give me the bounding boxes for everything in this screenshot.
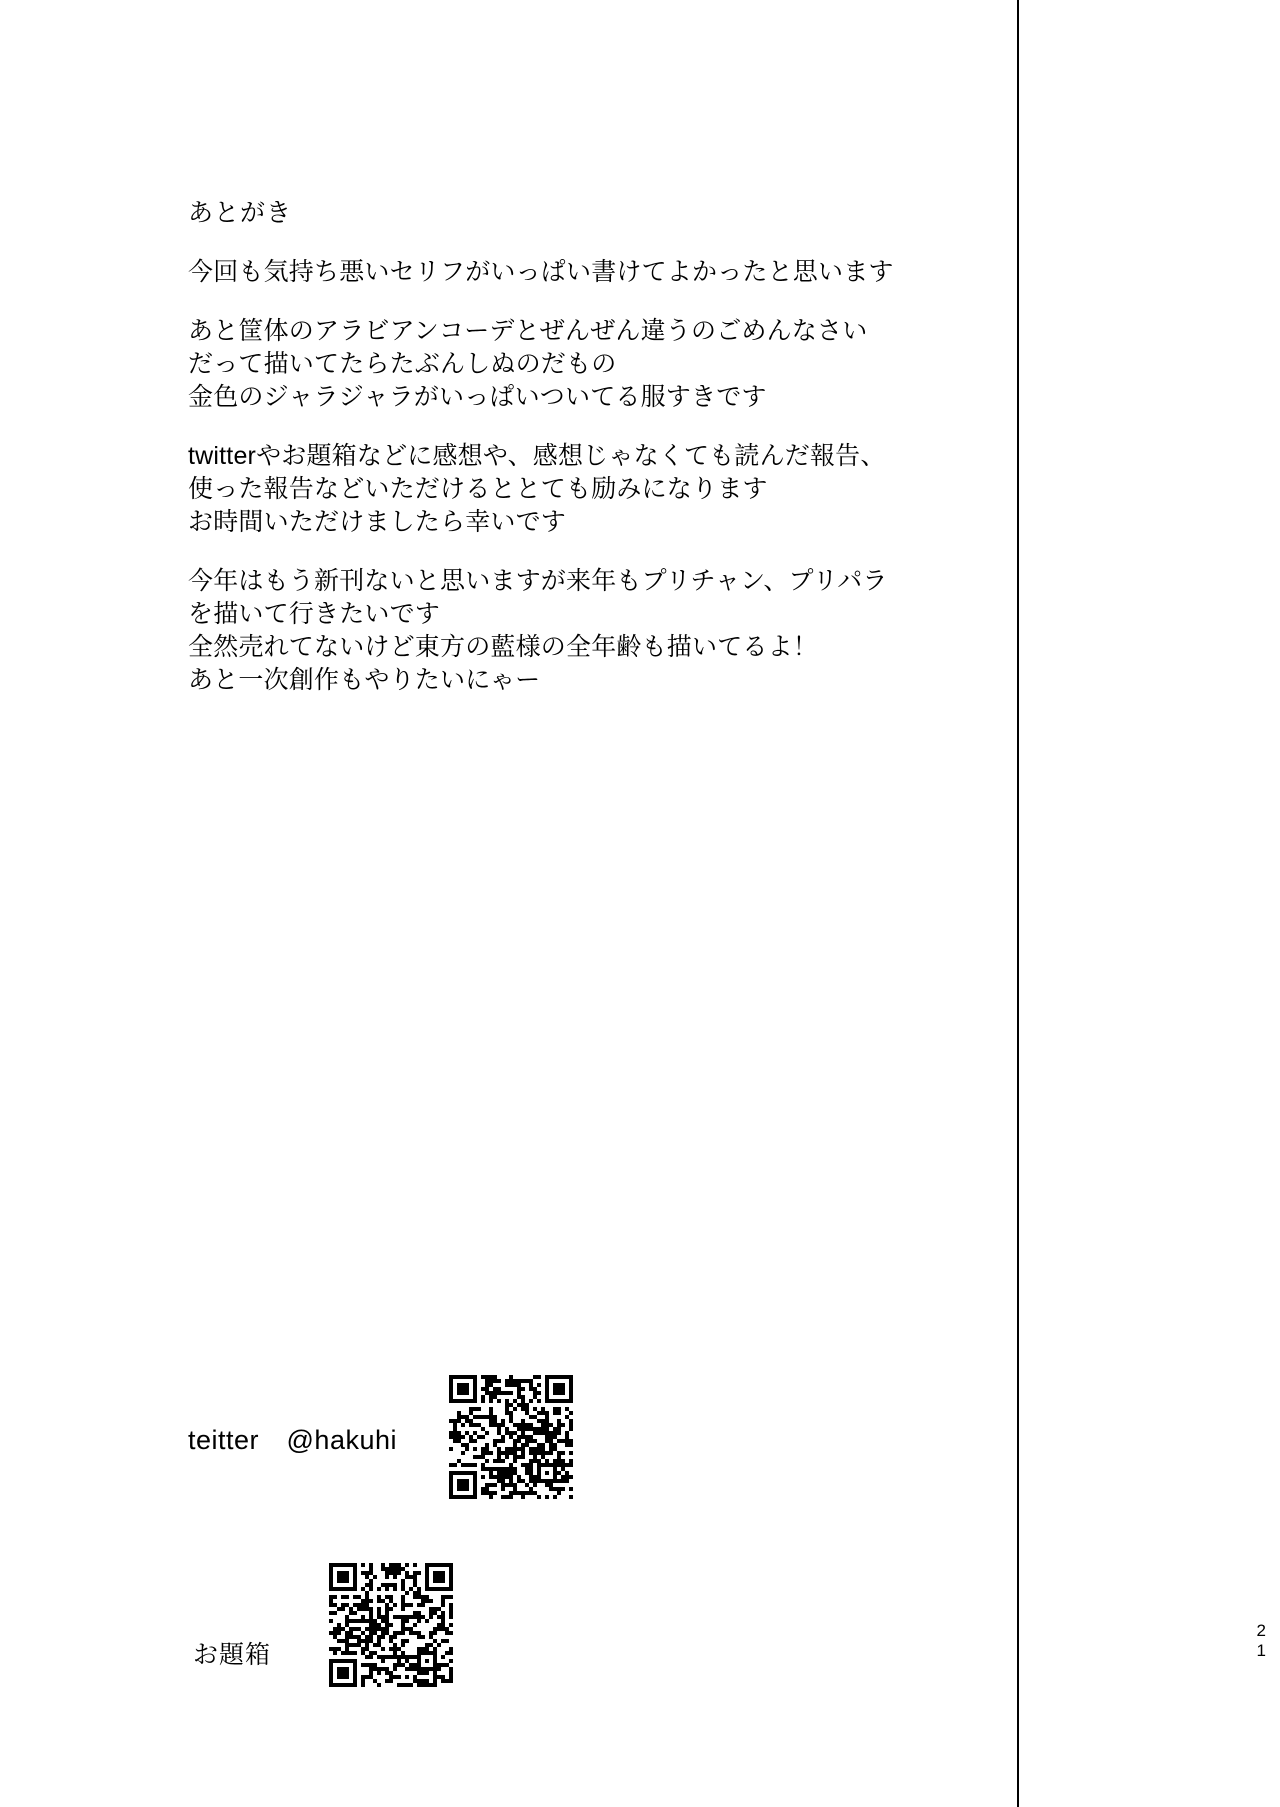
afterword-paragraph-4 — [188, 565, 988, 697]
afterword-paragraph-2 — [188, 315, 988, 414]
afterword-line: 今回も気持ち悪いセリフがいっぱい書けてよかったと思います — [188, 258, 894, 286]
afterword-line: 使った報告などいただけるととても励みになります — [188, 475, 768, 503]
afterword-line: 今年はもう新刊ないと思いますが来年もプリチャン、プリパラ — [188, 567, 888, 595]
afterword-line: あと一次創作もやりたいにゃー — [188, 666, 541, 694]
afterword-line: を描いて行きたいです — [188, 600, 441, 628]
page-number-digit: 1 — [1256, 1641, 1266, 1660]
odaibako-contact-row — [193, 1563, 453, 1687]
afterword-paragraph-1 — [188, 256, 988, 289]
afterword-line: だって描いてたらたぶんしぬのだもの — [188, 350, 617, 378]
odaibako-qr-code[interactable] — [329, 1563, 453, 1687]
odaibako-label: お題箱 — [193, 1641, 272, 1669]
twitter-contact-row — [188, 1375, 573, 1499]
afterword-line: twitterやお題箱などに感想や、感想じゃなくても読んだ報告、 — [188, 442, 886, 470]
page-gutter-rule — [1017, 0, 1019, 1807]
afterword-line: あと筐体のアラビアンコーデとぜんぜん違うのごめんなさい — [188, 317, 868, 345]
afterword-paragraph-3 — [188, 440, 988, 539]
afterword-line: 全然売れてないけど東方の藍様の全年齢も描いてるよ！ — [188, 633, 819, 661]
afterword-line: 金色のジャラジャラがいっぱいついてる服すきです — [188, 383, 767, 411]
page-number — [1257, 1621, 1266, 1661]
afterword-line: お時間いただけましたら幸いです — [188, 508, 567, 536]
afterword-section — [188, 196, 988, 723]
twitter-qr-code[interactable] — [449, 1375, 573, 1499]
afterword-title: あとがき — [188, 199, 293, 227]
page-number-digit: 2 — [1256, 1621, 1266, 1640]
twitter-handle-label: teitter @hakuhi — [188, 1424, 397, 1455]
